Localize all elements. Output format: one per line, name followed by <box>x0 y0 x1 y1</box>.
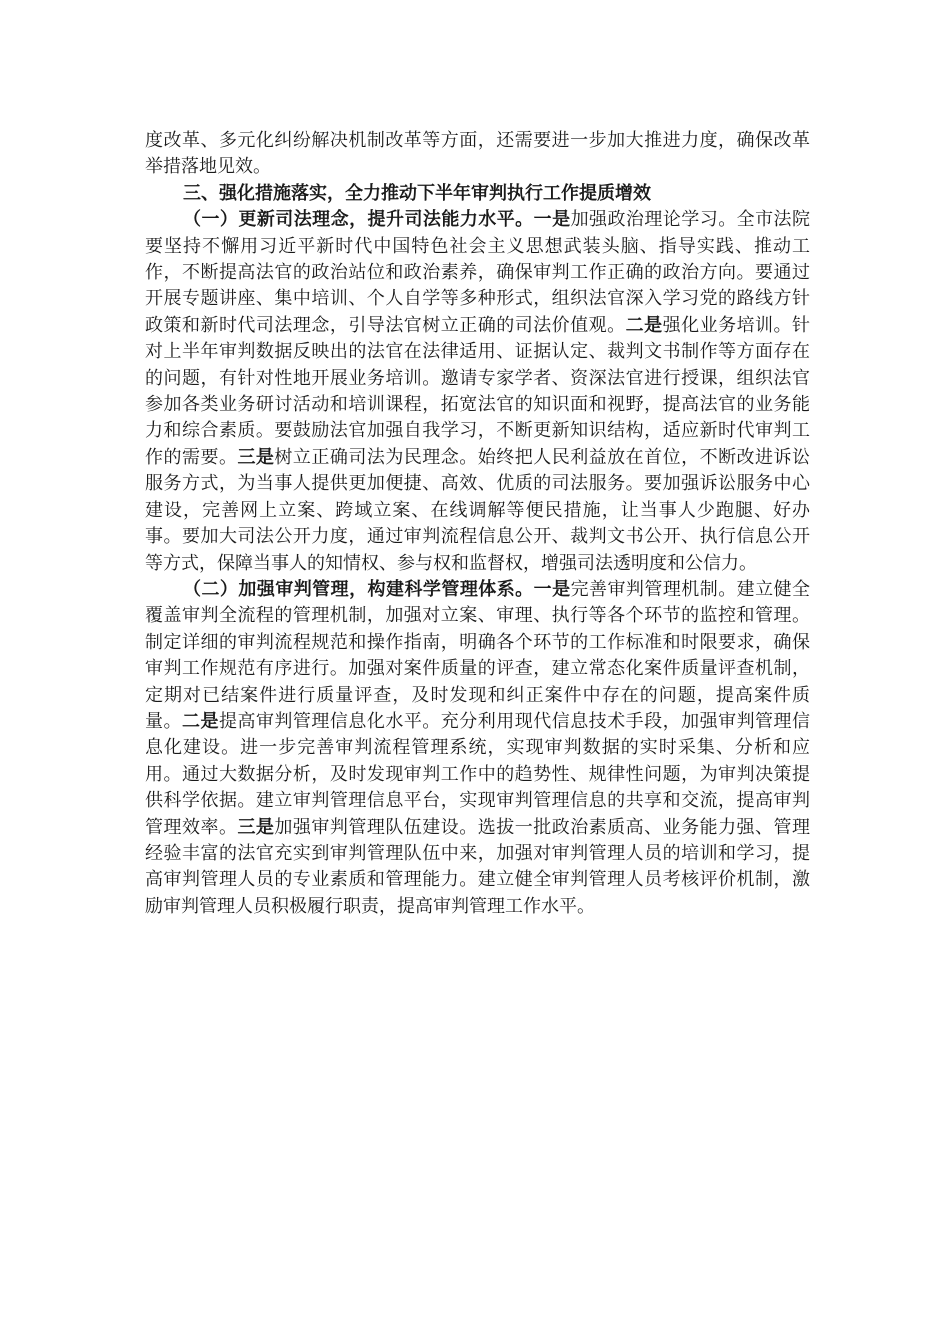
point-text-three: 树立正确司法为民理念。始终把人民利益放在首位，不断改进诉讼服务方式，为当事人提供更加便捷、高效、优质的司法服务。要加强诉讼服务中心建设，完善网上立案、跨域立案、在线调解等便民措施，让当事人少跑腿、好办事。要加大司法公开力度，通过审判流程信息公开、裁判文书公开、执行信息公开等方式，保障当事人的知情权、参与权和监督权，增强司法透明度和公信力。 <box>145 446 811 574</box>
point-text-two: 提高审判管理信息化水平。充分利用现代信息技术手段，加强审判管理信息化建设。进一步完善审判流程管理系统，实现审判数据的实时采集、分析和应用。通过大数据分析，及时发现审判工作中的趋势性、规律性问题，为审判决策提供科学依据。建立审判管理信息平台，实现审判管理信息的共享和交流，提高审判管理效率。 <box>145 710 811 838</box>
point-marker-three: 三是 <box>237 446 275 468</box>
paragraph-judicial-concept <box>145 207 810 577</box>
point-text-one: 加强政治理论学习。全市法院要坚持不懈用习近平新时代中国特色社会主义思想武装头脑、指导实践、推动工作，不断提高法官的政治站位和政治素养，确保审判工作正确的政治方向。要通过开展专题讲座、集中培训、个人自学等多种形式，组织法官深入学习党的路线方针政策和新时代司法理念，引导法官树立正确的司法价值观。 <box>145 209 811 336</box>
point-text-three: 加强审判管理队伍建设。选拔一批政治素质高、业务能力强、管理经验丰富的法官充实到审判管理队伍中来，加强对审判管理人员的培训和学习，提高审判管理人员的专业素质和管理能力。建立健全审判管理人员考核评价机制，激励审判管理人员积极履行职责，提高审判管理工作水平。 <box>145 816 811 917</box>
point-marker-three: 三是 <box>237 816 275 838</box>
continuation-paragraph: 度改革、多元化纠纷解决机制改革等方面，还需要进一步加大推进力度，确保改革举措落地见效。 <box>145 130 810 178</box>
point-marker-two: 二是 <box>181 710 219 732</box>
point-marker-one: 一是 <box>533 578 571 600</box>
point-text-two: 强化业务培训。针对上半年审判数据反映出的法官在法律适用、证据认定、裁判文书制作等方面存在的问题，有针对性地开展业务培训。邀请专家学者、资深法官进行授课，组织法官参加各类业务研讨活动和培训课程，拓宽法官的知识面和视野，提高法官的业务能力和综合素质。要鼓励法官加强自我学习，不断更新知识结构，适应新时代审判工作的需要。 <box>145 314 811 468</box>
point-text-one: 完善审判管理机制。建立健全覆盖审判全流程的管理机制，加强对立案、审理、执行等各个环节的监控和管理。制定详细的审判流程规范和操作指南，明确各个环节的工作标准和时限要求，确保审判工作规范有序进行。加强对案件质量的评查，建立常态化案件质量评查机制，定期对已结案件进行质量评查，及时发现和纠正案件中存在的问题，提高案件质量。 <box>145 578 811 732</box>
point-marker-two: 二是 <box>625 314 663 336</box>
document-body <box>145 128 810 920</box>
point-marker-one: 一是 <box>533 209 571 231</box>
paragraph-title: （一）更新司法理念，提升司法能力水平。 <box>183 209 534 231</box>
paragraph-title: （二）加强审判管理，构建科学管理体系。 <box>183 578 534 600</box>
section-heading: 三、强化措施落实，全力推动下半年审判执行工作提质增效 <box>183 182 651 204</box>
paragraph-trial-management <box>145 577 810 920</box>
